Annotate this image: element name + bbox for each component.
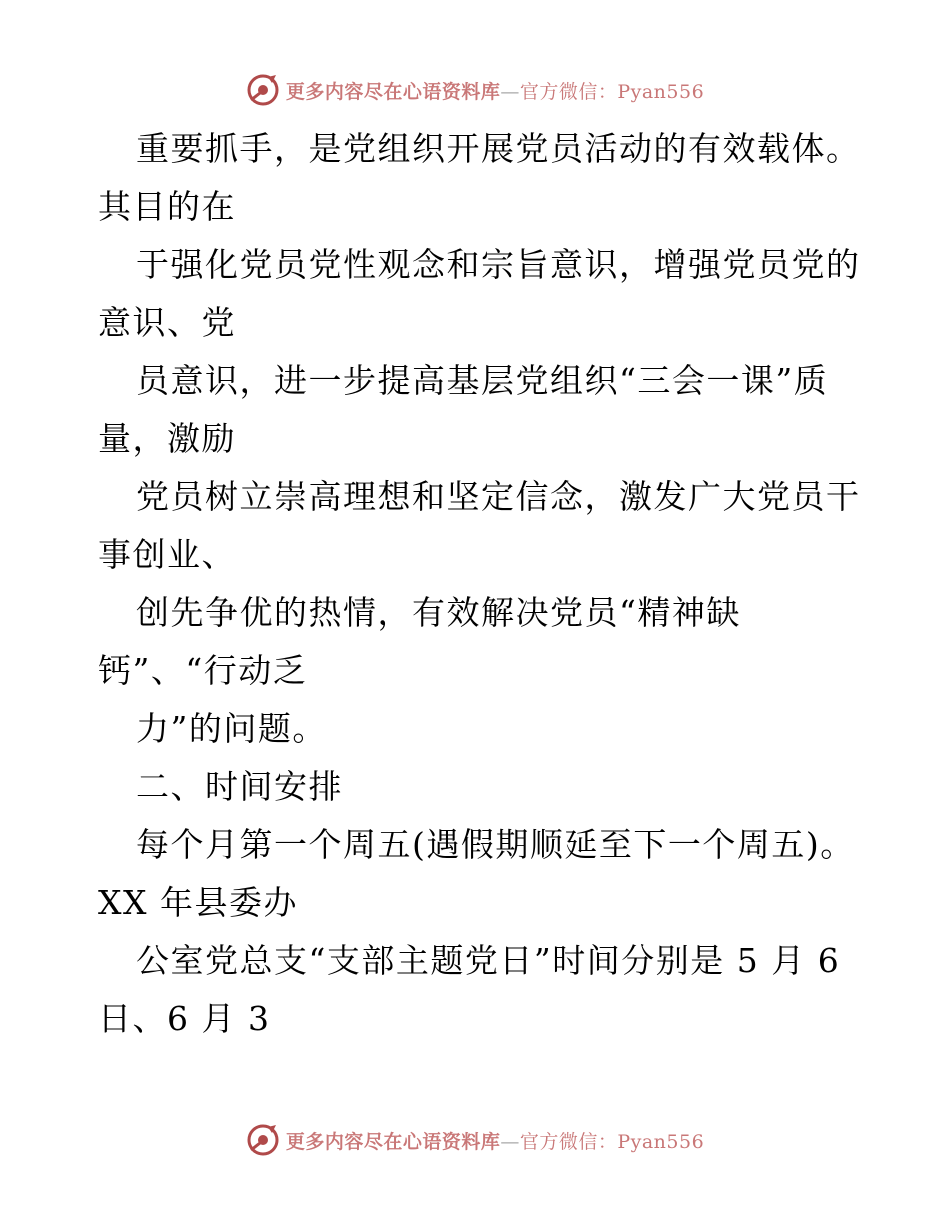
text-line: XX 年县委办 <box>98 883 298 922</box>
header-banner-inner <box>246 73 704 107</box>
text-line: 力”的问题。 <box>136 709 327 748</box>
text-line: 钙”、“行动乏 <box>98 651 308 690</box>
text-line: 公室党总支“支部主题党日”时间分别是 5 月 6 <box>136 941 841 980</box>
header-text <box>286 77 704 104</box>
text-line: 事创业、 <box>98 535 236 574</box>
text-line: 员意识，进一步提高基层党组织“三会一课”质 <box>136 361 829 400</box>
section-heading: 二、时间安排 <box>136 767 343 806</box>
text-line: 重要抓手，是党组织开展党员活动的有效载体。 <box>136 129 861 168</box>
footer-text <box>286 1127 704 1154</box>
footer-right: 官方微信：Pyan556 <box>519 1130 705 1153</box>
text-line: 于强化党员党性观念和宗旨意识，增强党员党的 <box>136 245 861 284</box>
text-line: 日、6 月 3 <box>98 999 271 1038</box>
footer-banner <box>0 1120 950 1160</box>
header-dash: — <box>500 80 520 103</box>
pen-circle-logo-icon <box>246 73 280 107</box>
text-line: 意识、党 <box>98 303 236 342</box>
footer-banner-inner <box>246 1123 704 1157</box>
text-line: 创先争优的热情，有效解决党员“精神缺 <box>136 593 741 632</box>
pen-circle-logo-icon <box>246 1123 280 1157</box>
header-right: 官方微信：Pyan556 <box>519 80 705 103</box>
text-line: 量，激励 <box>98 419 236 458</box>
text-line: 其目的在 <box>98 187 236 226</box>
text-line: 党员树立崇高理想和坚定信念，激发广大党员干 <box>136 477 861 516</box>
header-left: 更多内容尽在心语资料库 <box>285 80 501 103</box>
document-body <box>98 120 861 1048</box>
footer-dash: — <box>500 1130 520 1153</box>
header-banner <box>0 70 950 110</box>
footer-left: 更多内容尽在心语资料库 <box>285 1130 501 1153</box>
text-line: 每个月第一个周五(遇假期顺延至下一个周五)。 <box>136 825 855 864</box>
